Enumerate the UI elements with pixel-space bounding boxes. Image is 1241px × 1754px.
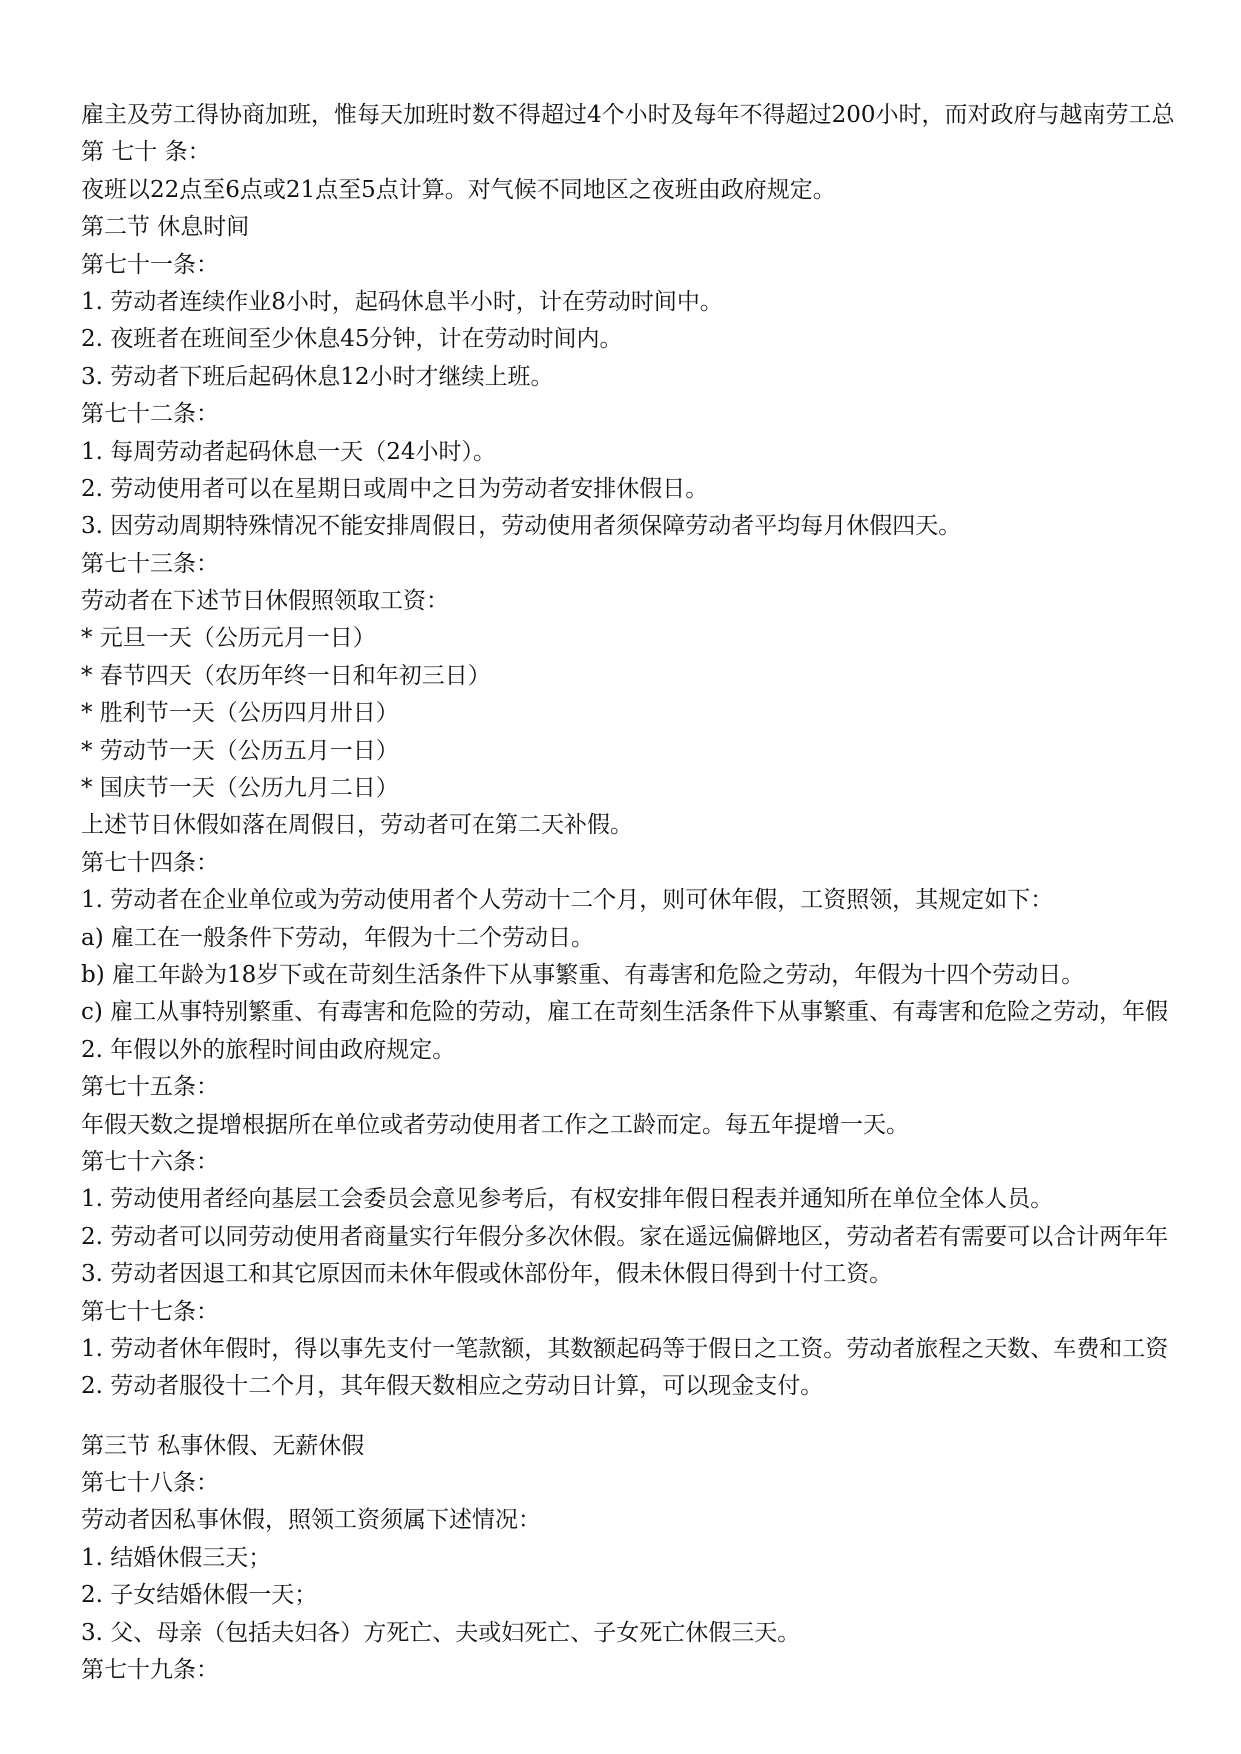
text-line: 3. 劳动者下班后起码休息12小时才继续上班。	[81, 363, 554, 390]
text-line: 第 七十 条：	[81, 139, 211, 166]
text-line: 第七十六条：	[81, 1148, 219, 1175]
text-line: a) 雇工在一般条件下劳动，年假为十二个劳动日。	[81, 924, 594, 951]
text-line: 上述节日休假如落在周假日，劳动者可在第二天补假。	[81, 812, 633, 839]
text-line: * 胜利节一天（公历四月卅日）	[81, 700, 399, 727]
text-line: * 元旦一天（公历元月一日）	[81, 625, 376, 652]
text-line: 1. 每周劳动者起码休息一天（24小时）。	[81, 438, 497, 465]
text-line: 第二节 休息时间	[81, 214, 250, 241]
text-line: 1. 结婚休假三天；	[81, 1544, 272, 1571]
text-line: 3. 劳动者因退工和其它原因而未休年假或休部份年，假未休假日得到十付工资。	[81, 1261, 893, 1288]
text-line: 劳动者在下述节日休假照领取工资：	[81, 588, 449, 615]
text-line: 1. 劳动使用者经向基层工会委员会意见参考后，有权安排年假日程表并通知所在单位全体人员。	[81, 1186, 1054, 1213]
text-line: 第七十三条：	[81, 550, 219, 577]
text-line: 第七十八条：	[81, 1470, 219, 1497]
text-line: 3. 因劳动周期特殊情况不能安排周假日，劳动使用者须保障劳动者平均每月休假四天。	[81, 513, 962, 540]
text-line: 第七十九条：	[81, 1657, 219, 1684]
text-line: 1. 劳动者连续作业8小时，起码休息半小时，计在劳动时间中。	[81, 288, 723, 315]
text-line: b) 雇工年龄为18岁下或在苛刻生活条件下从事繁重、有毒害和危险之劳动，年假为十四个劳动日。	[81, 961, 1085, 988]
text-line: 第七十二条：	[81, 401, 219, 428]
text-line: 2. 劳动者服役十二个月，其年假天数相应之劳动日计算，可以现金支付。	[81, 1373, 824, 1400]
text-line: c) 雇工从事特别繁重、有毒害和危险的劳动，雇工在苛刻生活条件下从事繁重、有毒害和危险之劳动，年假	[81, 999, 1169, 1026]
text-line: 2. 夜班者在班间至少休息45分钟，计在劳动时间内。	[81, 326, 623, 353]
text-line: 第七十一条：	[81, 251, 219, 278]
text-line: 第七十五条：	[81, 1074, 219, 1101]
document-page	[81, 97, 1241, 1754]
text-line: 第三节 私事休假、无薪休假	[81, 1432, 365, 1459]
text-line: 2. 劳动者可以同劳动使用者商量实行年假分多次休假。家在遥远偏僻地区，劳动者若有需要可以合计两年年	[81, 1223, 1169, 1250]
text-line: * 劳动节一天（公历五月一日）	[81, 737, 399, 764]
text-line: 第七十四条：	[81, 849, 219, 876]
text-line: * 春节四天（农历年终一日和年初三日）	[81, 662, 491, 689]
text-line: 劳动者因私事休假，照领工资须属下述情况：	[81, 1507, 541, 1534]
text-line: 1. 劳动者休年假时，得以事先支付一笔款额，其数额起码等于假日之工资。劳动者旅程之天数、车费和工资	[81, 1335, 1169, 1362]
text-line: 第七十七条：	[81, 1298, 219, 1325]
text-line: 年假天数之提增根据所在单位或者劳动使用者工作之工龄而定。每五年提增一天。	[81, 1111, 909, 1138]
text-line: 雇主及劳工得协商加班，惟每天加班时数不得超过4个小时及每年不得超过200小时，而对政府与越南劳工总	[81, 102, 1175, 128]
text-line: 2. 子女结婚休假一天；	[81, 1582, 318, 1609]
text-line: 2. 劳动使用者可以在星期日或周中之日为劳动者安排休假日。	[81, 475, 709, 502]
document-body	[81, 97, 1241, 1406]
document-section-three	[81, 1428, 1241, 1690]
text-line: 夜班以22点至6点或21点至5点计算。对气候不同地区之夜班由政府规定。	[81, 176, 836, 203]
text-line: * 国庆节一天（公历九月二日）	[81, 775, 399, 802]
text-line: 2. 年假以外的旅程时间由政府规定。	[81, 1036, 456, 1063]
text-line: 1. 劳动者在企业单位或为劳动使用者个人劳动十二个月，则可休年假，工资照领，其规定如下：	[81, 887, 1054, 914]
text-line: 3. 父、母亲（包括夫妇各）方死亡、夫或妇死亡、子女死亡休假三天。	[81, 1619, 801, 1646]
